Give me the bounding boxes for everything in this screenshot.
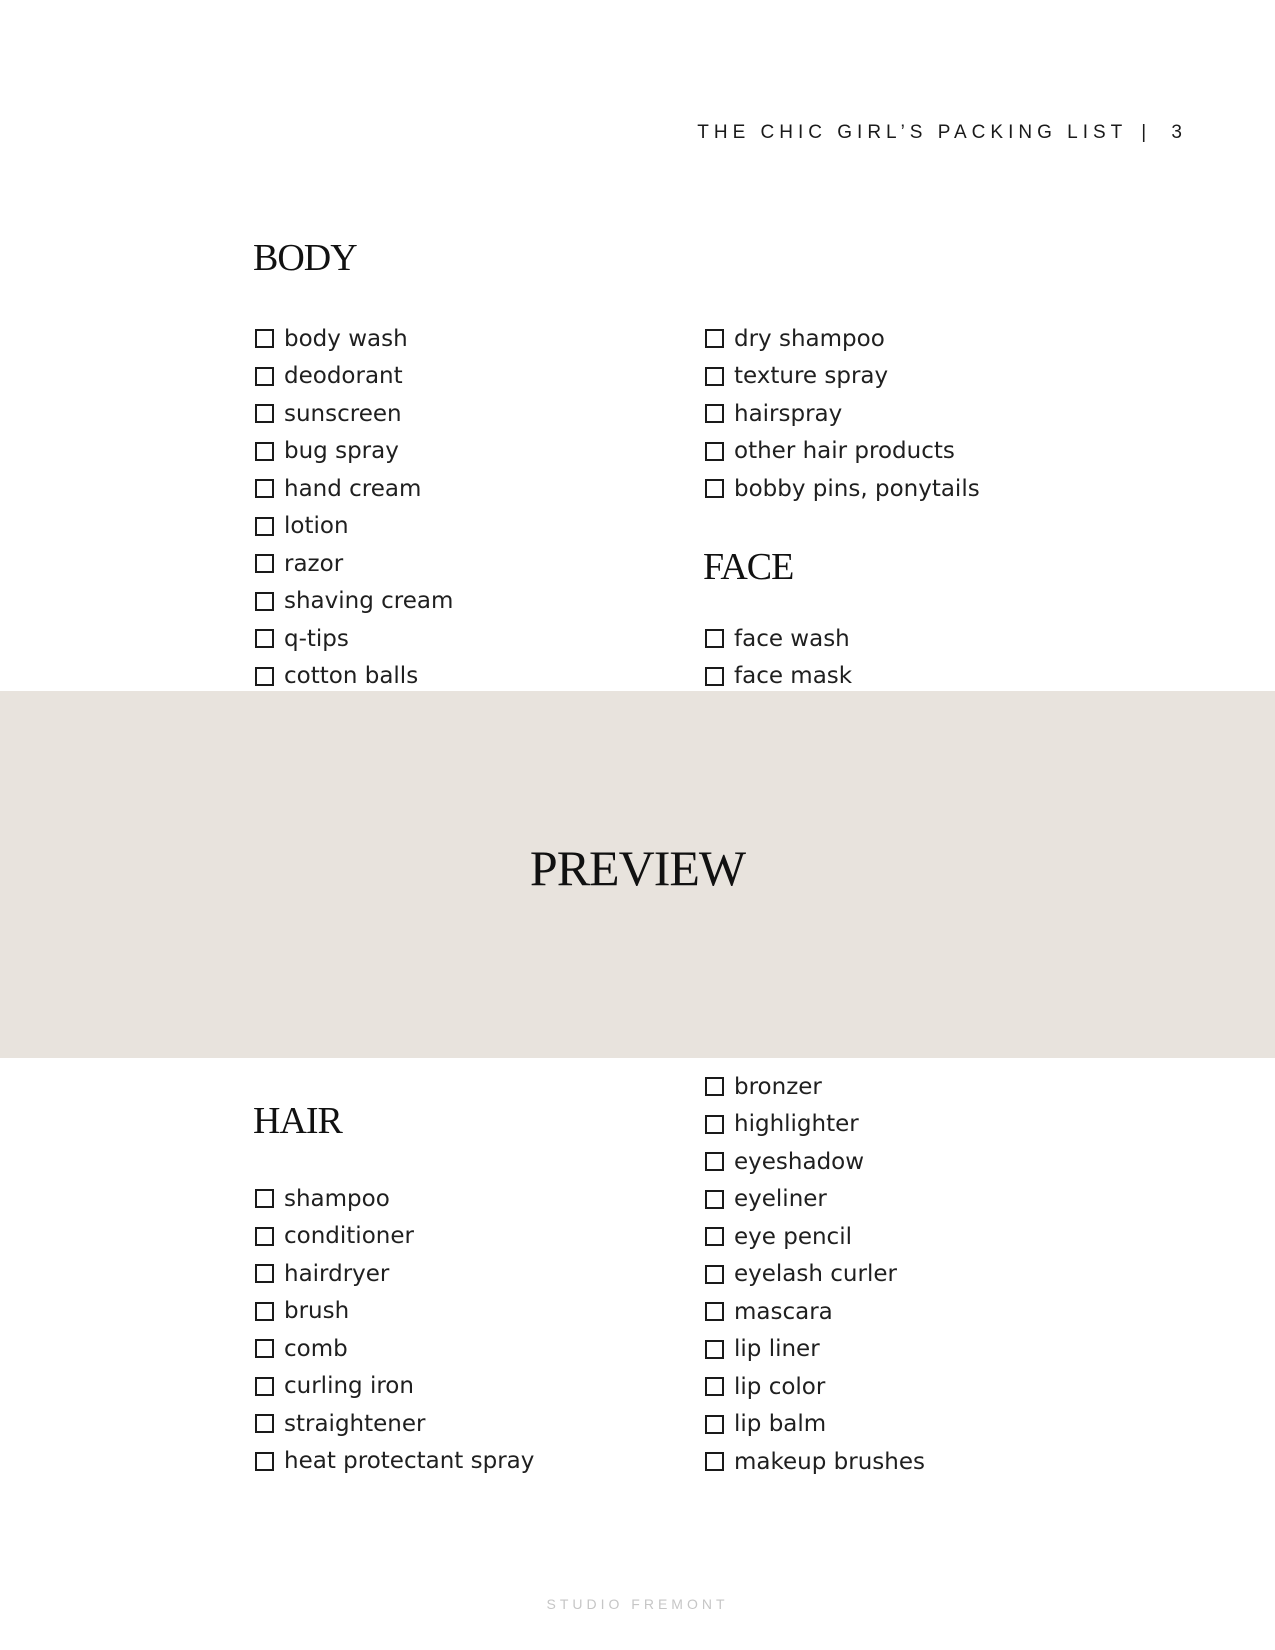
checkbox[interactable] bbox=[255, 667, 274, 686]
checkbox[interactable] bbox=[705, 1227, 724, 1246]
checkbox[interactable] bbox=[705, 1415, 724, 1434]
checkbox[interactable] bbox=[705, 1077, 724, 1096]
checkbox[interactable] bbox=[705, 1377, 724, 1396]
checkbox[interactable] bbox=[705, 404, 724, 423]
item-label: lip liner bbox=[734, 1336, 820, 1363]
page-header bbox=[697, 122, 1187, 144]
item-label: curling iron bbox=[284, 1373, 414, 1400]
item-label: razor bbox=[284, 550, 344, 577]
checkbox[interactable] bbox=[705, 1452, 724, 1471]
checkbox[interactable] bbox=[255, 629, 274, 648]
checkbox[interactable] bbox=[255, 554, 274, 573]
list-item bbox=[705, 395, 980, 433]
hair-checklist bbox=[255, 1180, 534, 1480]
preview-overlay bbox=[0, 691, 1275, 1058]
checkbox[interactable] bbox=[705, 1302, 724, 1321]
document-title: THE CHIC GIRL’S PACKING LIST bbox=[697, 122, 1127, 143]
list-item bbox=[705, 1256, 925, 1294]
item-label: bronzer bbox=[734, 1073, 822, 1100]
item-label: lip balm bbox=[734, 1411, 827, 1438]
list-item bbox=[705, 320, 980, 358]
list-item bbox=[705, 1331, 925, 1369]
list-item bbox=[255, 1330, 534, 1368]
item-label: eye pencil bbox=[734, 1223, 852, 1250]
checkbox[interactable] bbox=[255, 1302, 274, 1321]
list-item bbox=[255, 620, 453, 658]
checkbox[interactable] bbox=[705, 629, 724, 648]
item-label: eyeshadow bbox=[734, 1148, 865, 1175]
list-item bbox=[255, 1255, 534, 1293]
footer-brand: STUDIO FREMONT bbox=[546, 1596, 729, 1612]
list-item bbox=[705, 358, 980, 396]
checkbox[interactable] bbox=[255, 404, 274, 423]
hair-products-checklist bbox=[705, 320, 980, 508]
list-item bbox=[705, 1368, 925, 1406]
item-label: eyeliner bbox=[734, 1186, 827, 1213]
list-item bbox=[255, 658, 453, 696]
checkbox[interactable] bbox=[255, 1339, 274, 1358]
list-item bbox=[255, 1218, 534, 1256]
list-item bbox=[255, 1405, 534, 1443]
item-label: hand cream bbox=[284, 475, 422, 502]
item-label: face wash bbox=[734, 625, 850, 652]
item-label: hairdryer bbox=[284, 1260, 390, 1287]
list-item bbox=[255, 433, 453, 471]
list-item bbox=[255, 508, 453, 546]
list-item bbox=[705, 433, 980, 471]
checkbox[interactable] bbox=[705, 1340, 724, 1359]
list-item bbox=[705, 620, 852, 658]
checkbox[interactable] bbox=[255, 329, 274, 348]
checkbox[interactable] bbox=[255, 367, 274, 386]
item-label: face mask bbox=[734, 663, 853, 690]
makeup-checklist bbox=[705, 1068, 925, 1481]
item-label: cotton balls bbox=[284, 663, 419, 690]
list-item bbox=[255, 470, 453, 508]
list-item bbox=[705, 1218, 925, 1256]
item-label: shampoo bbox=[284, 1185, 390, 1212]
item-label: lotion bbox=[284, 513, 349, 540]
list-item bbox=[705, 1143, 925, 1181]
item-label: q-tips bbox=[284, 625, 349, 652]
item-label: shaving cream bbox=[284, 588, 454, 615]
checkbox[interactable] bbox=[705, 1265, 724, 1284]
list-item bbox=[255, 583, 453, 621]
checkbox[interactable] bbox=[255, 1264, 274, 1283]
list-item bbox=[705, 470, 980, 508]
item-label: makeup brushes bbox=[734, 1448, 925, 1475]
item-label: comb bbox=[284, 1335, 348, 1362]
item-label: mascara bbox=[734, 1298, 833, 1325]
item-label: deodorant bbox=[284, 363, 403, 390]
list-item bbox=[705, 1443, 925, 1481]
list-item bbox=[255, 320, 453, 358]
preview-label: PREVIEW bbox=[529, 840, 746, 896]
item-label: eyelash curler bbox=[734, 1261, 897, 1288]
item-label: texture spray bbox=[734, 363, 889, 390]
item-label: highlighter bbox=[734, 1111, 859, 1138]
checkbox[interactable] bbox=[705, 479, 724, 498]
item-label: lip color bbox=[734, 1373, 826, 1400]
checkbox[interactable] bbox=[255, 1227, 274, 1246]
checkbox[interactable] bbox=[705, 667, 724, 686]
list-item bbox=[705, 1293, 925, 1331]
checkbox[interactable] bbox=[255, 1189, 274, 1208]
list-item bbox=[255, 1293, 534, 1331]
list-item bbox=[705, 1181, 925, 1219]
item-label: heat protectant spray bbox=[284, 1448, 535, 1475]
header-separator: | bbox=[1141, 122, 1152, 143]
item-label: bug spray bbox=[284, 438, 399, 465]
checkbox[interactable] bbox=[255, 1377, 274, 1396]
item-label: bobby pins, ponytails bbox=[734, 475, 980, 502]
checkbox[interactable] bbox=[255, 1452, 274, 1471]
checkbox[interactable] bbox=[255, 1414, 274, 1433]
section-heading-face: FACE bbox=[703, 546, 794, 588]
checkbox[interactable] bbox=[255, 442, 274, 461]
section-heading-hair: HAIR bbox=[253, 1100, 342, 1142]
list-item bbox=[255, 395, 453, 433]
list-item bbox=[705, 1068, 925, 1106]
page-number: 3 bbox=[1171, 122, 1187, 143]
list-item bbox=[705, 658, 852, 696]
list-item bbox=[255, 545, 453, 583]
item-label: conditioner bbox=[284, 1223, 414, 1250]
item-label: body wash bbox=[284, 325, 408, 352]
item-label: brush bbox=[284, 1298, 350, 1325]
item-label: straightener bbox=[284, 1410, 426, 1437]
checkbox[interactable] bbox=[705, 329, 724, 348]
checkbox[interactable] bbox=[705, 1115, 724, 1134]
list-item bbox=[255, 358, 453, 396]
face-checklist bbox=[705, 620, 852, 695]
item-label: hairspray bbox=[734, 400, 843, 427]
checkbox[interactable] bbox=[705, 367, 724, 386]
checkbox[interactable] bbox=[705, 1190, 724, 1209]
checkbox[interactable] bbox=[705, 1152, 724, 1171]
item-label: dry shampoo bbox=[734, 325, 885, 352]
list-item bbox=[255, 1180, 534, 1218]
list-item bbox=[255, 1368, 534, 1406]
list-item bbox=[255, 1443, 534, 1481]
checkbox[interactable] bbox=[705, 442, 724, 461]
item-label: sunscreen bbox=[284, 400, 402, 427]
checkbox[interactable] bbox=[255, 479, 274, 498]
item-label: other hair products bbox=[734, 438, 955, 465]
list-item bbox=[705, 1406, 925, 1444]
section-heading-body: BODY bbox=[253, 237, 357, 279]
checkbox[interactable] bbox=[255, 517, 274, 536]
checkbox[interactable] bbox=[255, 592, 274, 611]
body-checklist bbox=[255, 320, 453, 695]
list-item bbox=[705, 1106, 925, 1144]
